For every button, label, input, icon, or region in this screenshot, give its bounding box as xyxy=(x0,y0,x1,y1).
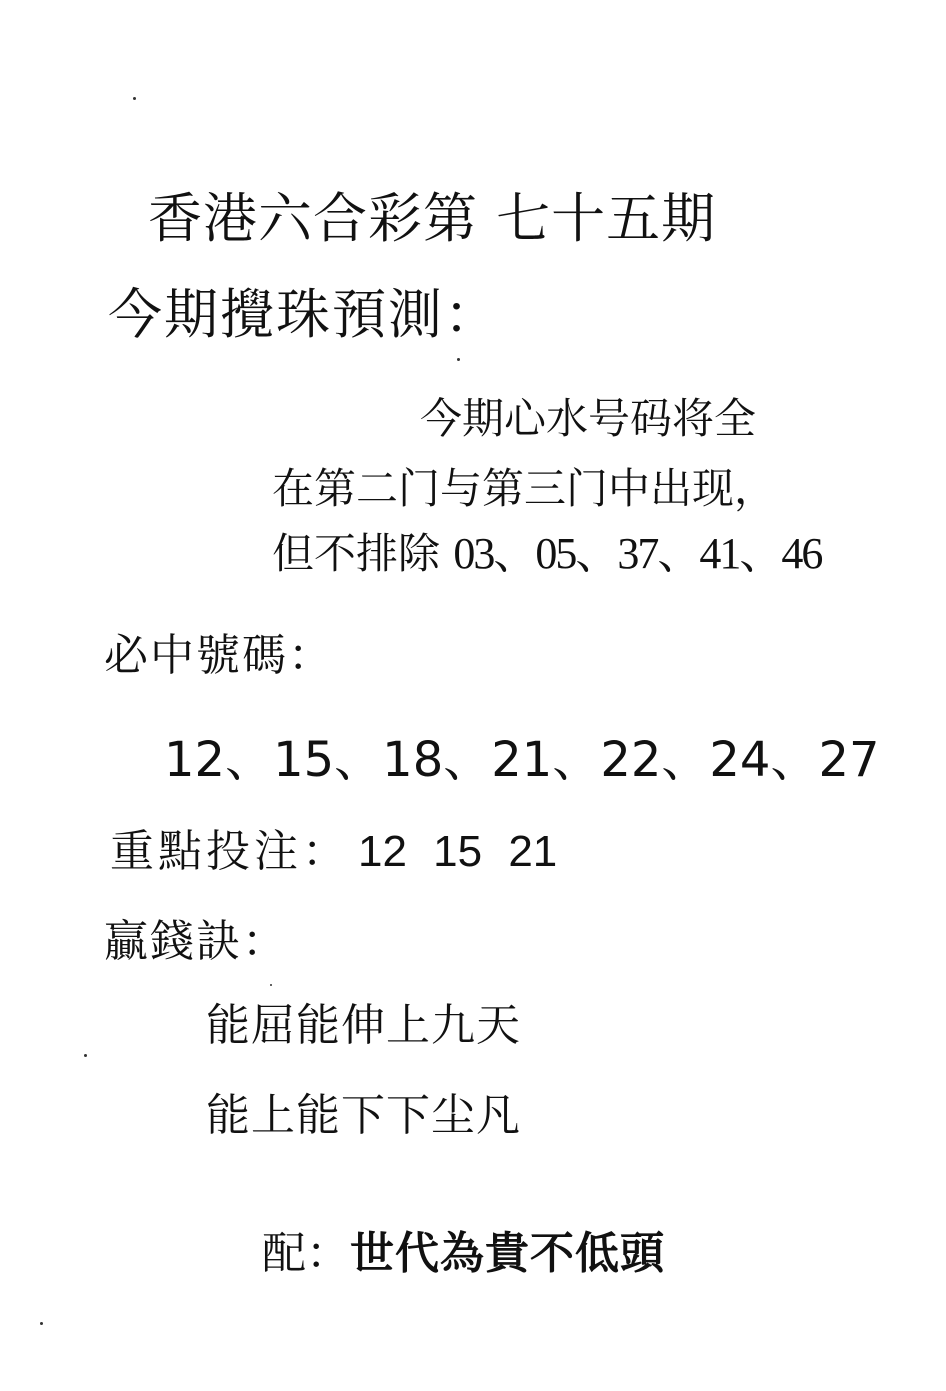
scan-speck xyxy=(457,358,460,361)
issue-title: 香港六合彩第 七十五期 xyxy=(148,187,717,250)
forecast-line-1: 今期心水号码将全 xyxy=(420,394,757,443)
pairing-label: 配： xyxy=(262,1228,350,1279)
forecast-heading: 今期攪珠預測： xyxy=(108,283,500,346)
must-hit-heading: 必中號碼： xyxy=(104,630,334,681)
pairing-row xyxy=(262,1228,665,1279)
scan-speck xyxy=(84,1054,87,1057)
key-bet-row xyxy=(110,826,558,877)
forecast-line-3-prefix: 但不排除 xyxy=(272,529,454,578)
forecast-line-3 xyxy=(272,529,822,578)
poem-line-1: 能屈能伸上九天 xyxy=(206,1000,521,1051)
forecast-line-2: 在第二门与第三门中出现， xyxy=(272,464,777,513)
scan-speck xyxy=(270,984,272,986)
pairing-text: 世代為貴不低頭 xyxy=(350,1228,665,1279)
scan-speck xyxy=(40,1322,43,1325)
winning-tip-heading: 贏錢訣： xyxy=(104,916,288,967)
excluded-numbers: 03、05、37、41、46 xyxy=(453,529,822,578)
key-bet-label: 重點投注： xyxy=(110,826,350,877)
poem-line-2: 能上能下下尘凡 xyxy=(206,1090,521,1141)
key-bet-numbers: 12 15 21 xyxy=(358,827,558,876)
scan-speck xyxy=(133,97,136,100)
must-hit-numbers: 12、15、18、21、22、24、27 xyxy=(164,732,880,788)
